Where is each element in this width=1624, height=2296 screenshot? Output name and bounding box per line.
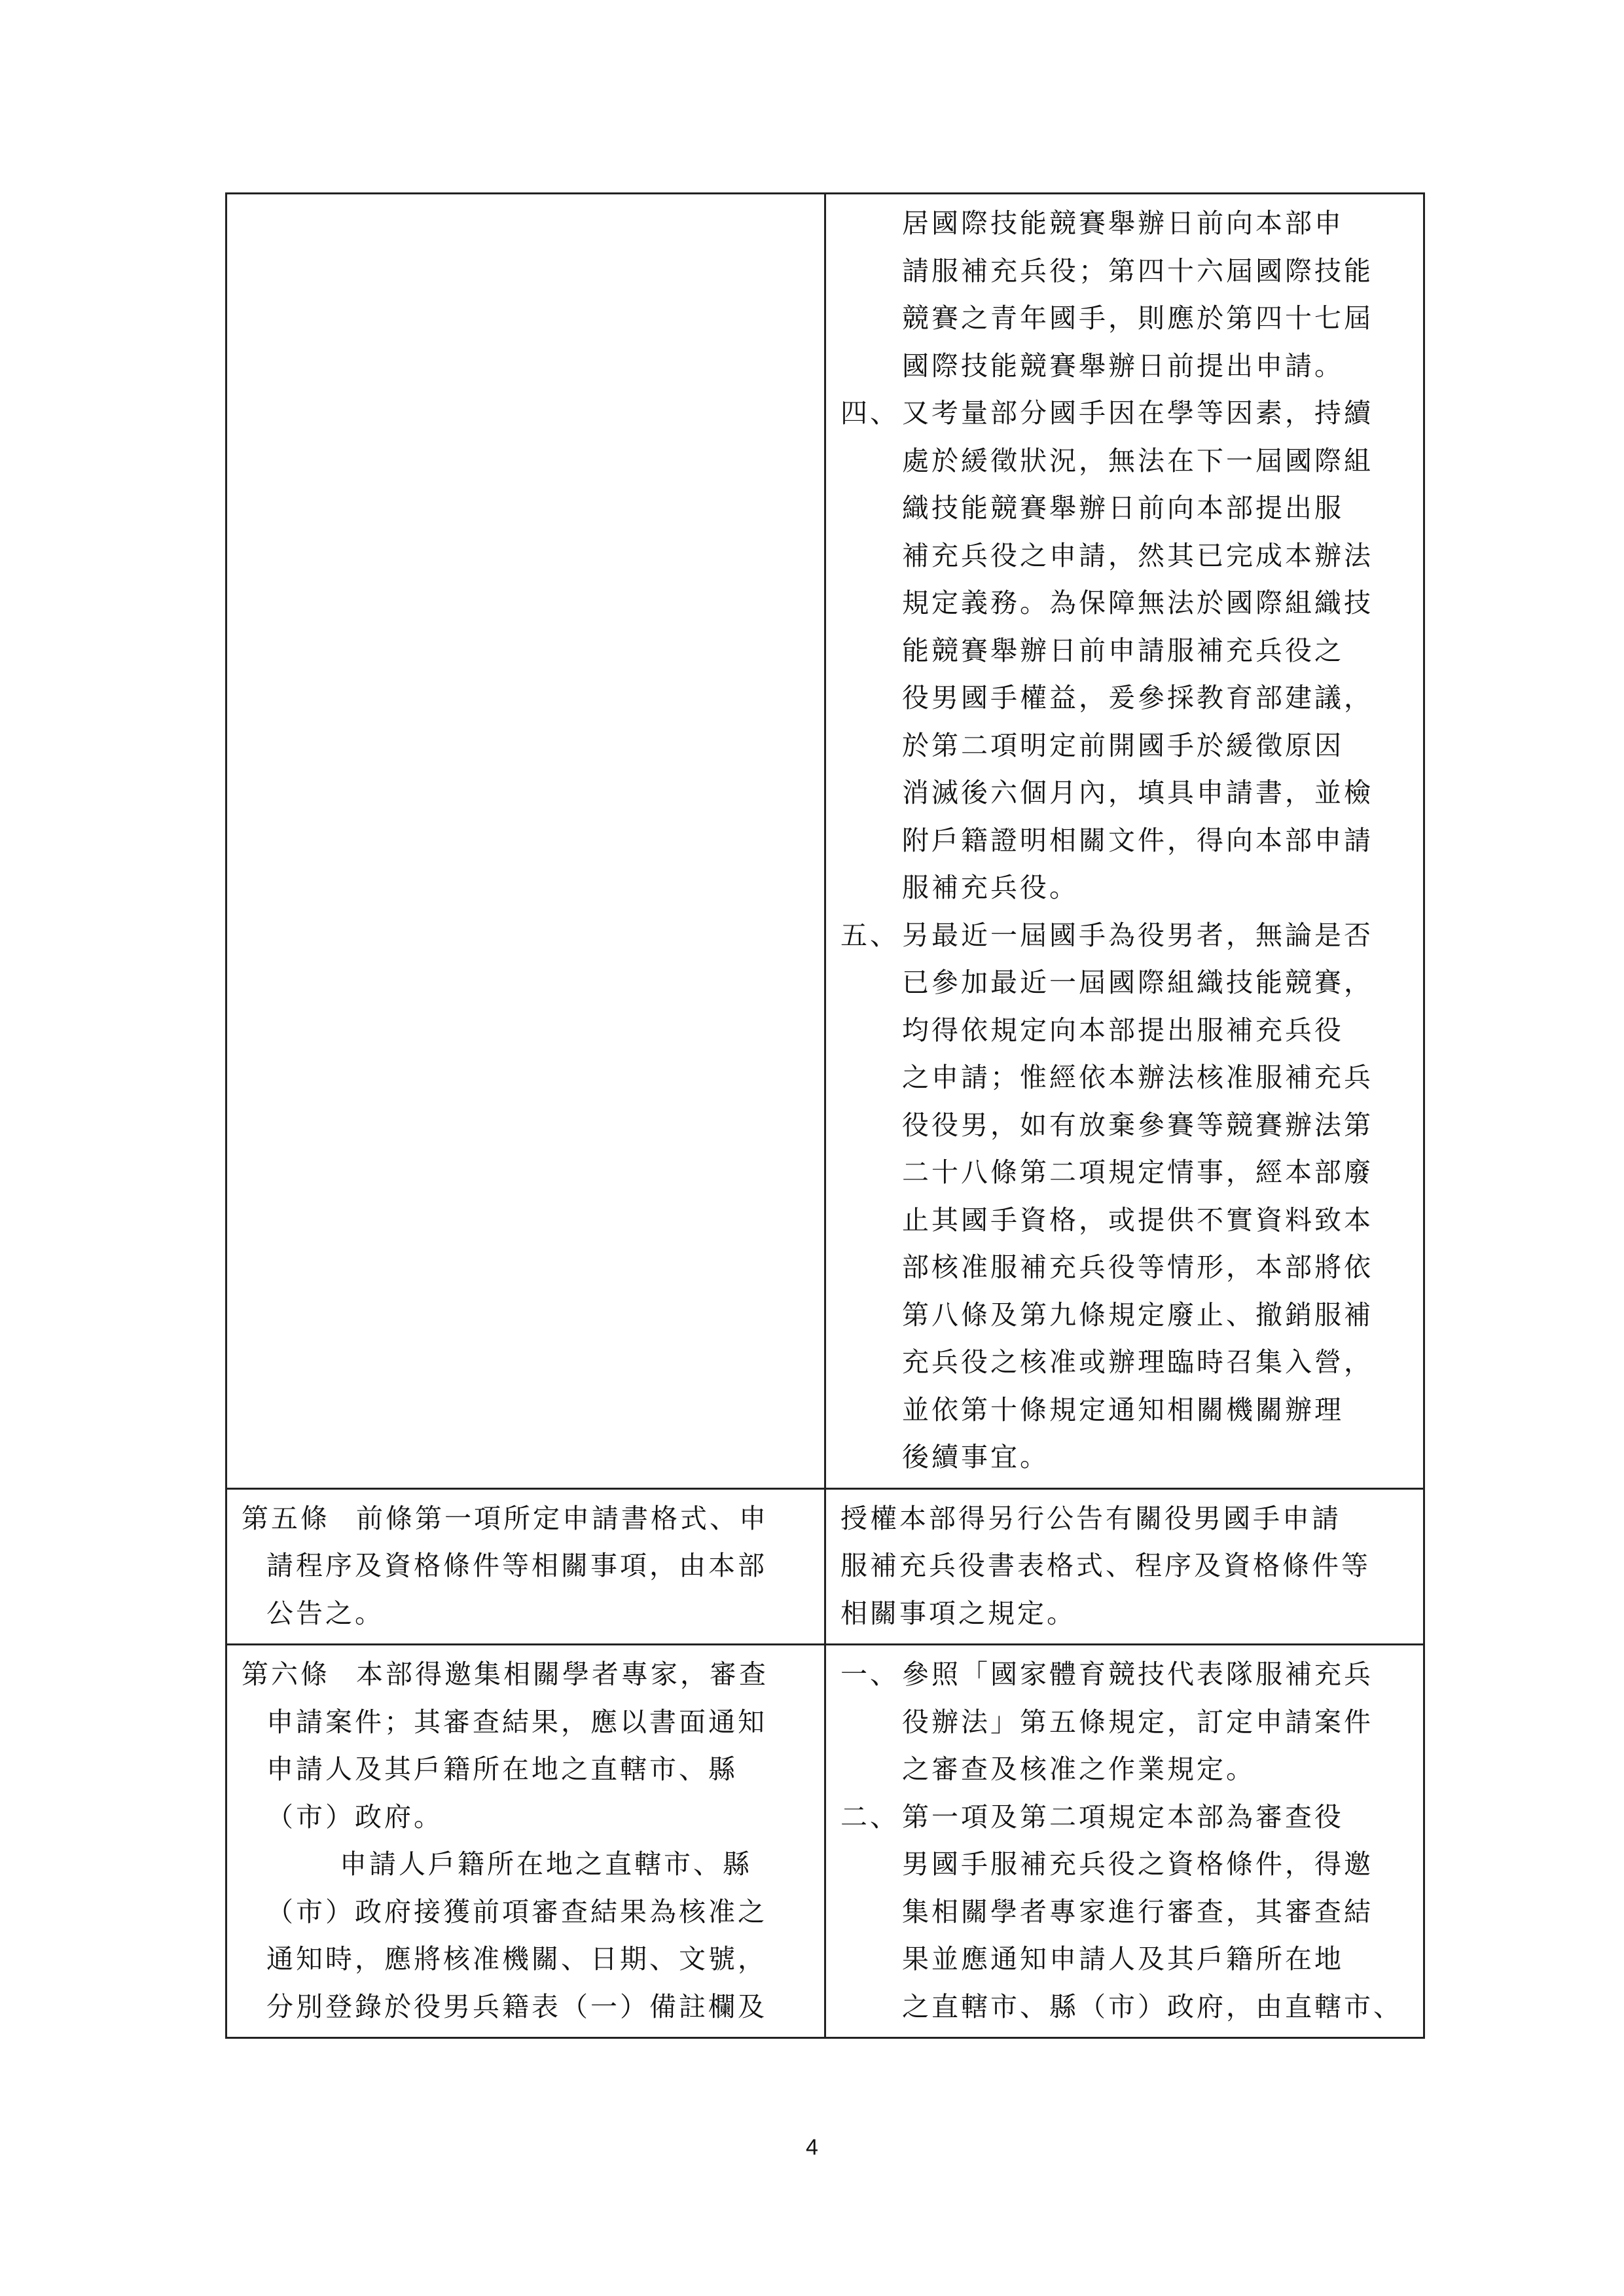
text-line: 止其國手資格，或提供不實資料致本 (902, 1204, 1373, 1236)
text-line: 第八條及第九條規定廢止、撤銷服補 (902, 1299, 1373, 1331)
text-line: 相關事項之規定。 (840, 1597, 1076, 1629)
text-line: 請程序及資格條件等相關事項，由本部 (266, 1550, 767, 1581)
text-line: 通知時，應將核准機關、日期、文號， (266, 1943, 767, 1975)
text-line: 第一項及第二項規定本部為審查役 (902, 1801, 1344, 1833)
explanation-cell (825, 194, 1424, 1489)
text-line: 果並應通知申請人及其戶籍所在地 (902, 1943, 1344, 1975)
text-line: 參照「國家體育競技代表隊服補充兵 (902, 1659, 1373, 1690)
text-line: 已參加最近一屆國際組織技能競賽， (902, 967, 1373, 998)
article-first-line (242, 1495, 810, 1543)
text-line: 並依第十條規定通知相關機關辦理 (902, 1393, 1344, 1426)
text-line: 居國際技能競賽舉辦日前向本部申 (902, 207, 1344, 239)
text-line: 規定義務。為保障無法於國際組織技 (902, 587, 1373, 619)
text-line: 前條第一項所定申請書格式、申 (356, 1502, 768, 1534)
text-line: 申請案件；其審查結果，應以書面通知 (266, 1706, 767, 1738)
explanation-cell (825, 1645, 1424, 2038)
text-line: 後續事宜。 (902, 1441, 1049, 1473)
text-line: （市）政府。 (266, 1801, 443, 1833)
article-cell (226, 1488, 825, 1645)
item-number: 五、 (840, 919, 899, 951)
text-line: 申請人及其戶籍所在地之直轄市、縣 (266, 1753, 738, 1785)
page-number: 4 (806, 2135, 818, 2160)
article-first-line (242, 1651, 810, 1698)
text-line: 充兵役之核准或辦理臨時召集入營， (902, 1346, 1373, 1378)
text-line: 役役男，如有放棄參賽等競賽辦法第 (902, 1109, 1373, 1141)
text-line: 均得依規定向本部提出服補充兵役 (902, 1014, 1344, 1046)
article-cell-empty (226, 194, 825, 1489)
article-label: 第六條 (242, 1659, 330, 1690)
text-line: 能競賽舉辦日前申請服補充兵役之 (902, 634, 1344, 666)
list-item (840, 389, 1409, 437)
text-line: 役辦法」第五條規定，訂定申請案件 (902, 1706, 1373, 1738)
text-line: 集相關學者專家進行審查，其審查結 (902, 1895, 1373, 1928)
text-line: 處於緩徵狀況，無法在下一屆國際組 (902, 444, 1373, 476)
text-line: 授權本部得另行公告有關役男國手申請 (840, 1502, 1341, 1534)
text-line: 請服補充兵役；第四十六屆國際技能 (902, 255, 1373, 287)
table-row (226, 1645, 1424, 2038)
item-number: 二、 (840, 1801, 899, 1833)
text-line: 服補充兵役書表格式、程序及資格條件等 (840, 1550, 1371, 1581)
article-label: 第五條 (242, 1502, 330, 1534)
item-number: 四、 (840, 397, 899, 429)
text-line: 之申請；惟經依本辦法核准服補充兵 (902, 1062, 1373, 1093)
text-line: 又考量部分國手因在學等因素，持續 (902, 397, 1373, 429)
table-row (226, 194, 1424, 1489)
text-line: 國際技能競賽舉辦日前提出申請。 (902, 350, 1344, 382)
text-line: 消滅後六個月內，填具申請書，並檢 (902, 777, 1373, 808)
text-line: 附戶籍證明相關文件，得向本部申請 (902, 824, 1373, 856)
text-line: （市）政府接獲前項審查結果為核准之 (266, 1895, 767, 1928)
text-line: 補充兵役之申請，然其已完成本辦法 (902, 539, 1373, 571)
text-line: 公告之。 (266, 1597, 384, 1629)
text-line: 二十八條第二項規定情事，經本部廢 (902, 1157, 1373, 1188)
text-line: 服補充兵役。 (902, 872, 1079, 903)
list-item (840, 912, 1409, 960)
text-line: 役男國手權益，爰參採教育部建議， (902, 682, 1373, 713)
text-line: 之審查及核准之作業規定。 (902, 1753, 1255, 1785)
item-number: 一、 (840, 1659, 899, 1690)
list-item (840, 1651, 1409, 1698)
article-cell (226, 1645, 825, 2038)
text-line: 分別登錄於役男兵籍表（一）備註欄及 (266, 1990, 767, 2022)
explanation-cell (825, 1488, 1424, 1645)
text-line: 競賽之青年國手，則應於第四十七屆 (902, 302, 1373, 334)
text-line: 織技能競賽舉辦日前向本部提出服 (902, 492, 1344, 524)
text-line: 本部得邀集相關學者專家，審查 (356, 1659, 768, 1690)
list-item (840, 1793, 1409, 1841)
text-line: 於第二項明定前開國手於緩徵原因 (902, 729, 1344, 761)
text-line: 申請人戶籍所在地之直轄市、縣 (340, 1848, 752, 1880)
table-row (226, 1488, 1424, 1645)
text-line: 之直轄市、縣（市）政府，由直轄市、 (902, 1990, 1403, 2022)
text-line: 男國手服補充兵役之資格條件，得邀 (902, 1848, 1373, 1880)
text-line: 部核准服補充兵役等情形，本部將依 (902, 1251, 1373, 1283)
comparison-table (225, 192, 1425, 2039)
text-line: 另最近一屆國手為役男者，無論是否 (902, 919, 1373, 951)
